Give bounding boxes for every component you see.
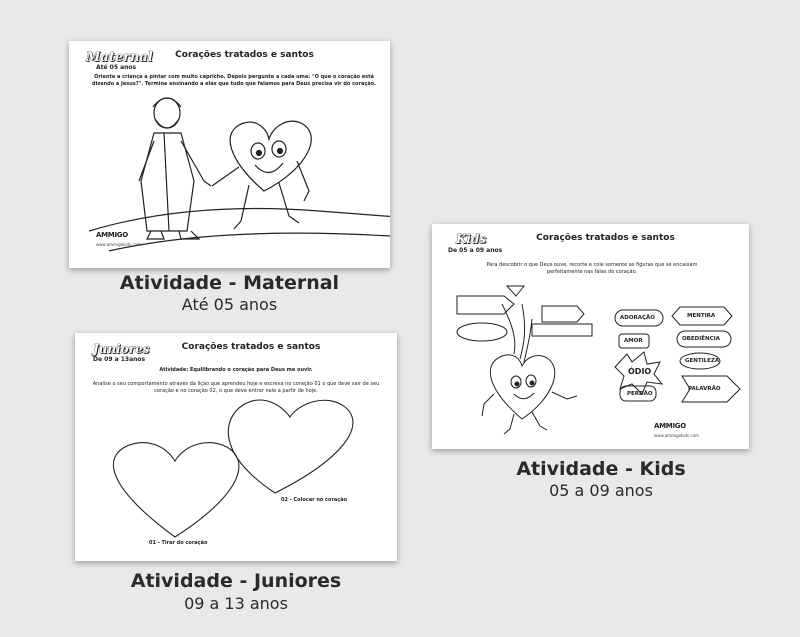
kids-word-palavrao: PALAVRÃO — [688, 386, 721, 392]
maternal-brand-label: Maternal — [86, 50, 153, 65]
maternal-instructions: Oriente a criança a pintar com muito capricho. Depois pergunte a cada uma: "O que o coração está dizendo a Jesus?". Termine ensinando a elas que tudo que falamos para Deus precisa vir do coração. — [92, 74, 376, 87]
kids-brand-label: Kids — [456, 232, 487, 246]
kids-word-gentileza: GENTILEZA — [685, 358, 720, 364]
kids-word-amor: AMOR — [624, 338, 643, 344]
juniores-age-label: De 09 a 13anos — [93, 356, 146, 363]
kids-instructions: Para descobrir o que Deus ouve, recorte e cole somente as figuras que se encaixam perfeitamente nas falas do coração. — [486, 262, 698, 275]
kids-url: www.ammigokids.com — [654, 433, 699, 438]
maternal-sheet-title: Corações tratados e santos — [175, 50, 314, 60]
juniores-hearts — [75, 333, 397, 561]
maternal-url: www.ammigokids.com — [96, 242, 141, 247]
kids-ammigo-logo: AMMIGO — [654, 422, 686, 430]
kids-age-label: De 05 a 09 anos — [448, 247, 503, 254]
juniores-heart2-label: 02 - Colocar no coração — [281, 497, 348, 503]
kids-word-mentira: MENTIRA — [687, 313, 716, 319]
kids-activity-sheet[interactable] — [432, 224, 749, 449]
juniores-subtitle: Atividade: Equilibrando o coração para Deus me ouvir. — [159, 367, 313, 373]
maternal-ammigo-logo: AMMIGO — [96, 231, 128, 239]
juniores-brand-label: Juniores — [93, 342, 150, 356]
juniores-activity-sheet[interactable] — [75, 333, 397, 561]
kids-word-obediencia: OBEDIÊNCIA — [682, 336, 720, 342]
juniores-heart1-label: 01 - Tirar do coração — [149, 540, 208, 546]
juniores-sheet-title: Corações tratados e santos — [181, 342, 321, 352]
juniores-instructions: Analise o seu comportamento através da lição que aprendeu hoje e escreva no coração 01 o que deve sair de seu coração e no coração 02, o que deve entrar nele a partir de hoje. — [92, 381, 380, 394]
juniores-caption-title: Atividade - Juniores — [130, 570, 342, 592]
kids-caption-subtitle: 05 a 09 anos — [549, 481, 653, 500]
maternal-activity-sheet[interactable] — [69, 41, 390, 268]
maternal-caption-subtitle: Até 05 anos — [181, 295, 278, 314]
juniores-caption-subtitle: 09 a 13 anos — [184, 594, 288, 613]
kids-word-adoracao: ADORAÇÃO — [620, 315, 655, 321]
maternal-caption-title: Atividade - Maternal — [119, 272, 340, 294]
kids-caption-title: Atividade - Kids — [516, 458, 686, 480]
kids-sheet-title: Corações tratados e santos — [536, 233, 675, 243]
kids-word-odio: ÓDIO — [628, 367, 652, 376]
kids-word-perdao: PERDÃO — [627, 391, 653, 397]
maternal-age-label: Até 05 anos — [96, 64, 137, 71]
